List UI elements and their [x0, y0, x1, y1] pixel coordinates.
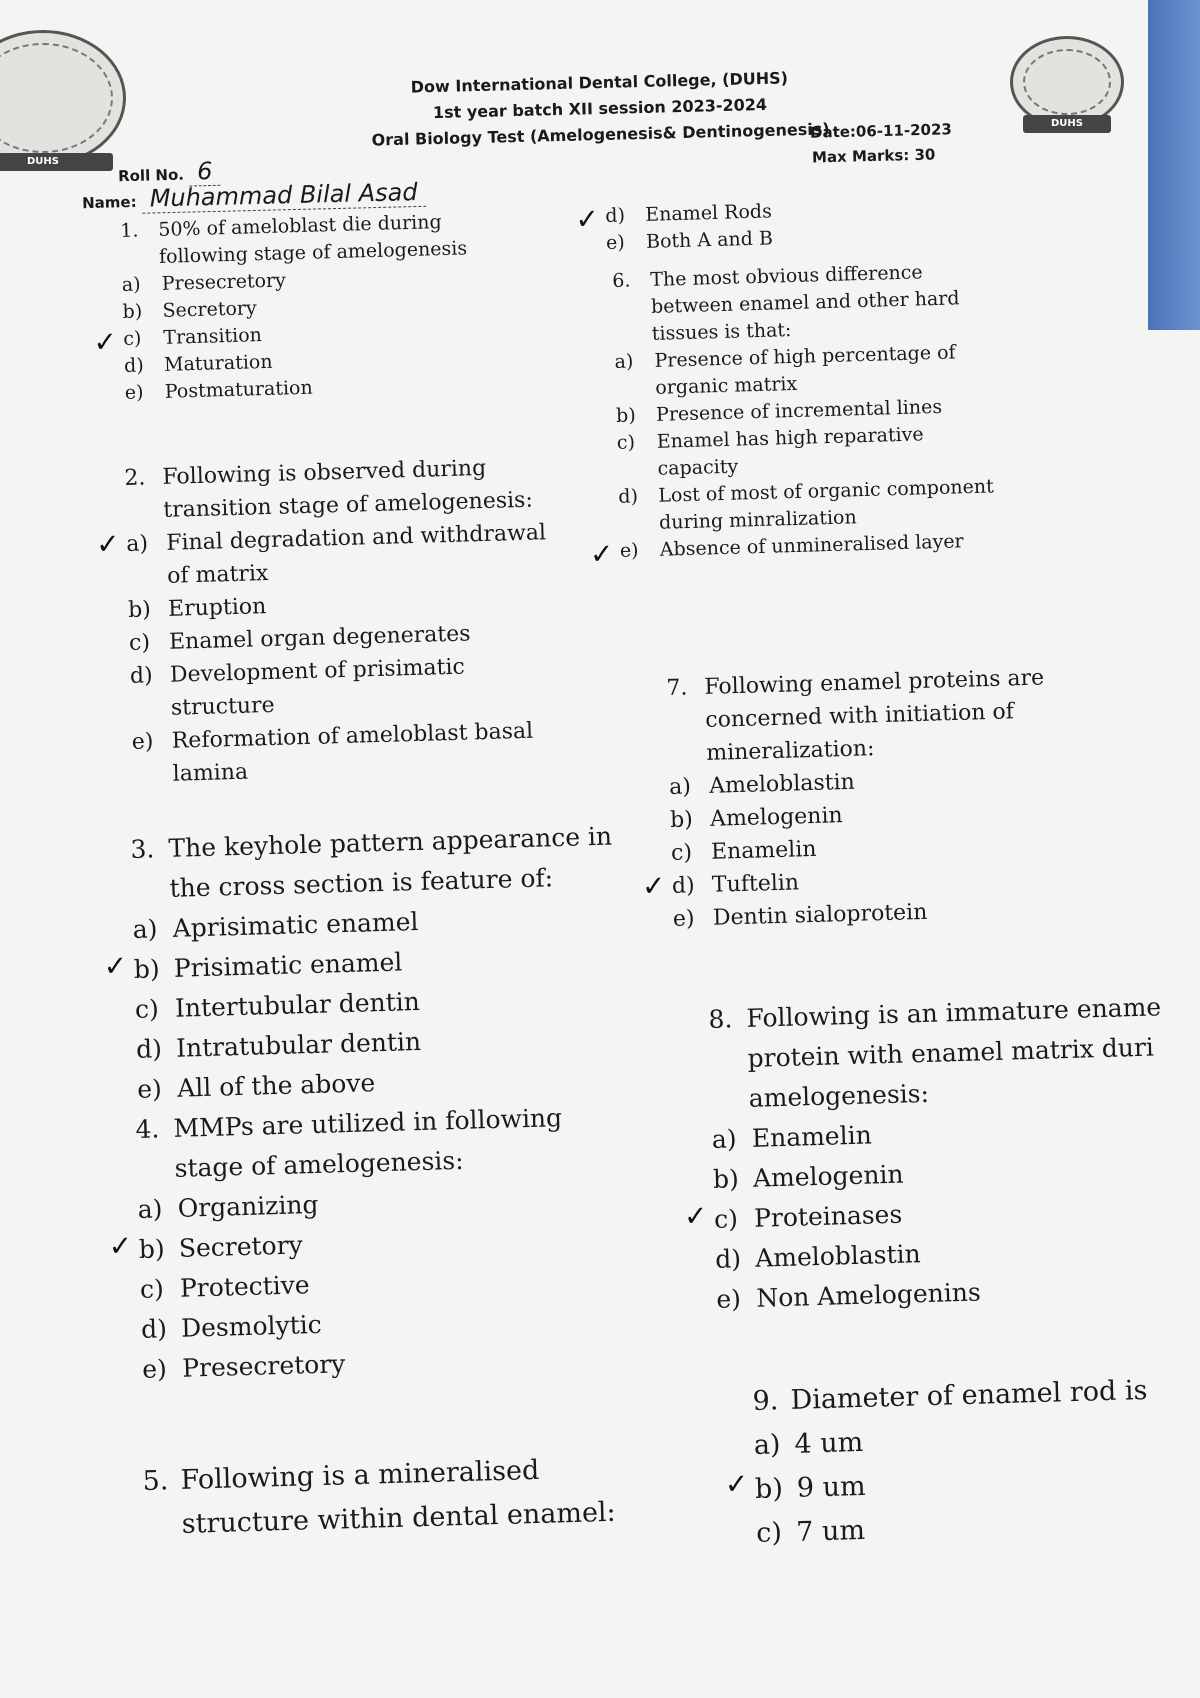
- option-text: Absence of unmineralised layer: [659, 530, 964, 561]
- question-number: 6.: [612, 269, 631, 292]
- option-text: Enamel organ degenerates: [168, 621, 471, 655]
- option-letter: c): [616, 431, 636, 454]
- option-text: Lost of most of organic component during minralization: [658, 475, 995, 534]
- question-stem: [612, 258, 990, 349]
- option-text: Development of prisimatic structure: [169, 654, 466, 721]
- option-text: Eruption: [167, 594, 267, 622]
- checkmark-icon: ✓: [574, 202, 600, 236]
- option-letter: c): [670, 840, 693, 866]
- option-letter: a): [125, 531, 149, 557]
- option-letter: a): [132, 914, 158, 944]
- option-letter: a): [753, 1429, 781, 1461]
- question-text: Following is observed during transition stage of amelogenesis:: [162, 455, 534, 523]
- option-letter: b): [754, 1473, 784, 1505]
- option-letter: d): [605, 204, 626, 227]
- option-text: Tuftelin: [711, 870, 800, 898]
- option-text: Prisimatic enamel: [173, 947, 403, 983]
- option-letter: d): [129, 663, 154, 689]
- option-text: Reformation of ameloblast basal lamina: [171, 718, 534, 787]
- option-text: Enamel Rods: [645, 200, 773, 226]
- option-letter: c): [713, 1204, 739, 1234]
- question-stem: [130, 817, 614, 910]
- roll-number-handwritten: 6: [189, 157, 221, 187]
- question-stem: [124, 450, 546, 528]
- question-text: Diameter of enamel rod is: [790, 1374, 1148, 1416]
- option-letter: d): [135, 1034, 163, 1064]
- question-6: [589, 258, 996, 571]
- option-letter: d): [140, 1314, 168, 1344]
- option-text: Amelogenin: [752, 1159, 904, 1193]
- option-letter: a): [668, 774, 692, 800]
- page-edge-background: [1148, 0, 1200, 330]
- option-text: Presecretory: [161, 269, 287, 295]
- college-name: Dow International Dental College, (DUHS): [410, 68, 789, 97]
- option-text: Presence of high percentage of organic matrix: [654, 341, 956, 399]
- option-text: Ameloblastin: [708, 769, 856, 799]
- checkmark-icon: ✓: [724, 1467, 749, 1501]
- option-letter: a): [614, 350, 634, 373]
- option-letter: e): [715, 1284, 742, 1314]
- option-text: Protective: [179, 1270, 310, 1303]
- question-stem: [142, 1447, 616, 1548]
- question-5-continued: [574, 198, 774, 257]
- checkmark-icon: ✓: [95, 527, 121, 561]
- option-letter: e): [136, 1074, 163, 1104]
- option-letter: e): [605, 231, 626, 254]
- option-letter: a): [121, 273, 141, 296]
- option-text: Enamelin: [710, 836, 817, 865]
- question-stem: [708, 987, 1164, 1120]
- option-text: Enamel has high reparative capacity: [656, 423, 924, 480]
- test-title: Oral Biology Test (Amelogenesis& Dentinogenesis): [371, 119, 830, 150]
- option-text: 4 um: [794, 1426, 864, 1460]
- question-4: [108, 1098, 569, 1390]
- college-seal-logo-right: DUHS: [1010, 36, 1124, 128]
- option-letter: b): [133, 954, 161, 984]
- batch-session: 1st year batch XII session 2023-2024: [432, 94, 768, 123]
- question-2: [95, 450, 553, 792]
- option-text: Presecretory: [181, 1349, 346, 1383]
- option-letter: b): [712, 1164, 740, 1194]
- option-text: Aprisimatic enamel: [172, 906, 419, 943]
- question-text: The most obvious difference between enamel and other hard tissues is that:: [650, 261, 960, 345]
- option-text: Proteinases: [753, 1199, 903, 1233]
- option-letter: c): [128, 630, 151, 656]
- answer-option[interactable]: [131, 714, 553, 792]
- option-text: Organizing: [177, 1189, 319, 1223]
- max-marks: Max Marks: 30: [811, 145, 936, 167]
- question-8: [683, 987, 1169, 1320]
- option-text: Non Amelogenins: [755, 1277, 982, 1313]
- option-text: Maturation: [163, 350, 273, 376]
- option-letter: d): [714, 1244, 742, 1274]
- question-number: 7.: [666, 675, 688, 701]
- question-text: Following is a mineralised structure within dental enamel:: [180, 1454, 617, 1540]
- checkmark-icon: ✓: [683, 1199, 708, 1233]
- option-text: Intertubular dentin: [174, 986, 421, 1023]
- option-letter: b): [138, 1234, 166, 1264]
- option-letter: d): [671, 873, 696, 899]
- option-letter: a): [711, 1124, 737, 1154]
- option-letter: c): [139, 1274, 165, 1304]
- date-field: Date:06-11-2023: [809, 120, 953, 142]
- question-number: 8.: [708, 1004, 733, 1034]
- question-text: Following is an immature ename protein with enamel matrix duri amelogenesis:: [746, 992, 1162, 1113]
- option-letter: d): [618, 485, 639, 508]
- option-letter: a): [137, 1194, 163, 1224]
- question-5: [142, 1447, 616, 1548]
- question-text: 50% of ameloblast die during following stage of amelogenesis: [158, 211, 468, 268]
- option-letter: c): [755, 1517, 783, 1549]
- option-text: Both A and B: [645, 227, 774, 253]
- question-text: Following enamel proteins are concerned with initiation of mineralization:: [704, 665, 1045, 766]
- question-number: 9.: [752, 1385, 779, 1417]
- option-text: Final degradation and withdrawal of matrix: [165, 520, 547, 589]
- option-text: Intratubular dentin: [175, 1026, 422, 1063]
- checkmark-icon: ✓: [92, 325, 118, 359]
- question-stem: [135, 1098, 564, 1190]
- college-seal-logo-left: DUHS: [0, 30, 126, 166]
- option-text: Ameloblastin: [754, 1239, 922, 1273]
- option-letter: e): [619, 539, 639, 562]
- option-text: Transition: [163, 324, 263, 349]
- name-label: Name:: [81, 192, 137, 213]
- checkmark-icon: ✓: [641, 869, 666, 903]
- option-letter: e): [124, 381, 144, 404]
- answer-option[interactable]: [606, 225, 774, 257]
- question-number: 5.: [142, 1465, 169, 1497]
- option-text: All of the above: [176, 1068, 376, 1103]
- option-letter: b): [122, 300, 143, 323]
- answer-option[interactable]: [130, 648, 552, 726]
- option-text: 9 um: [796, 1470, 867, 1504]
- checkmark-icon: ✓: [103, 949, 128, 983]
- option-letter: c): [134, 994, 160, 1024]
- answer-option[interactable]: [95, 516, 548, 594]
- option-text: Postmaturation: [164, 376, 313, 403]
- option-letter: d): [123, 354, 145, 377]
- option-text: Secretory: [178, 1230, 304, 1263]
- option-letter: b): [127, 597, 152, 623]
- question-number: 1.: [120, 219, 139, 242]
- question-3: [103, 817, 619, 1110]
- option-letter: b): [615, 404, 637, 427]
- option-letter: c): [123, 327, 142, 350]
- option-text: Desmolytic: [180, 1309, 323, 1343]
- question-text: MMPs are utilized in following stage of amelogenesis:: [173, 1103, 563, 1183]
- question-text: The keyhole pattern appearance in the cross section is feature of:: [168, 821, 613, 903]
- option-letter: e): [672, 906, 695, 932]
- question-7: [641, 661, 1051, 935]
- option-letter: b): [669, 807, 694, 833]
- question-stem: [120, 208, 467, 272]
- option-letter: e): [141, 1354, 168, 1384]
- option-text: Enamelin: [751, 1120, 873, 1153]
- exam-header: [339, 64, 861, 155]
- checkmark-icon: ✓: [108, 1229, 133, 1263]
- question-number: 3.: [130, 834, 155, 864]
- question-1: [92, 208, 471, 407]
- roll-label: Roll No.: [117, 165, 185, 186]
- option-text: Amelogenin: [709, 803, 843, 832]
- option-letter: e): [131, 729, 154, 755]
- student-name-handwritten: Muhammad Bilal Asad: [141, 178, 425, 214]
- option-text: Presence of incremental lines: [655, 395, 943, 426]
- question-number: 2.: [124, 465, 146, 491]
- question-9: [724, 1369, 1152, 1556]
- question-stem: [666, 661, 1046, 771]
- option-text: Secretory: [162, 297, 258, 322]
- option-text: 7 um: [795, 1514, 866, 1548]
- option-text: Dentin sialoprotein: [712, 899, 928, 931]
- checkmark-icon: ✓: [589, 537, 614, 571]
- question-number: 4.: [135, 1114, 160, 1144]
